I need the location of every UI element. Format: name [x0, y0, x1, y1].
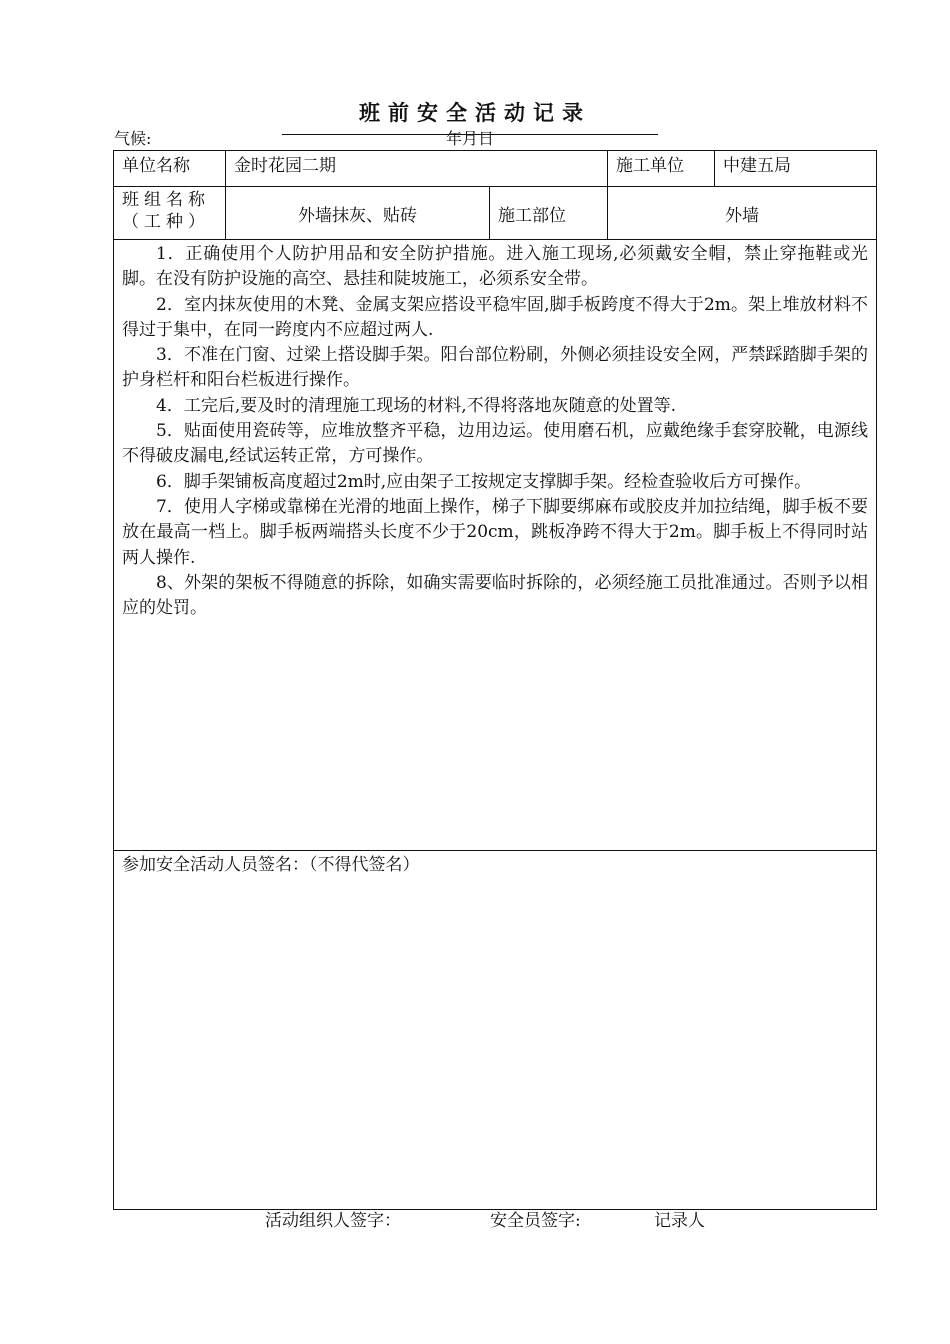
signature-label: 参加安全活动人员签名：（不得代签名） — [122, 855, 420, 875]
location-label: 施工部位 — [490, 187, 608, 240]
location-value: 外墙 — [608, 187, 877, 240]
date-line — [282, 129, 658, 148]
team-name-label: 班组名称（工种） — [114, 187, 226, 240]
content-item: 6．脚手架铺板高度超过2m时,应由架子工按规定支撑脚手架。经检查验收后方可操作。 — [156, 471, 812, 492]
weather-label: 气候: — [114, 129, 152, 148]
table-row — [114, 240, 877, 851]
organizer-signature-label: 活动组织人签字： — [265, 1211, 401, 1231]
content-item: 1．正确使用个人防护用品和安全防护措施。进入施工现场,必须戴安全帽，禁止穿拖鞋或光脚。在没有防护设施的高空、悬挂和陡坡施工，必须系安全带。 — [122, 244, 869, 290]
content-item: 4．工完后,要及时的清理施工现场的材料,不得将落地灰随意的处置等. — [156, 395, 677, 416]
content-item: 2．室内抹灰使用的木凳、金属支架应搭设平稳牢固,脚手板跨度不得大于2m。架上堆放材料不得过于集中，在同一跨度内不应超过两人. — [122, 294, 869, 340]
contractor-label: 施工单位 — [608, 151, 715, 187]
content-item: 8、外架的架板不得随意的拆除，如确实需要临时拆除的，必须经施工员批准通过。否则予以相应的处罚。 — [122, 572, 869, 619]
safety-content — [114, 240, 877, 851]
safety-record-table — [113, 150, 877, 1210]
unit-name-label: 单位名称 — [114, 151, 226, 187]
team-name-value: 外墙抹灰、贴砖 — [226, 187, 490, 240]
content-item: 3．不准在门窗、过梁上搭设脚手架。阳台部位粉刷，外侧必须挂设安全网，严禁踩踏脚手架的护身栏杆和阳台栏板进行操作。 — [122, 345, 869, 391]
signature-area[interactable] — [114, 851, 877, 1210]
contractor-value: 中建五局 — [715, 151, 877, 187]
unit-name-value: 金时花园二期 — [226, 151, 608, 187]
recorder-label: 记录人 — [654, 1211, 705, 1231]
table-row — [114, 187, 877, 240]
content-item: 5．贴面使用瓷砖等，应堆放整齐平稳，边用边运。使用磨石机，应戴绝缘手套穿胶靴，电源线不得破皮漏电,经试运转正常，方可操作。 — [122, 421, 869, 467]
table-row — [114, 151, 877, 187]
page-title: 班前安全活动记录 — [359, 100, 591, 125]
safety-officer-signature-label: 安全员签字: — [490, 1211, 581, 1231]
table-row — [114, 851, 877, 1210]
date-label: 年月日 — [445, 129, 494, 148]
content-item: 7．使用人字梯或靠梯在光滑的地面上操作，梯子下脚要绑麻布或胶皮并加拉结绳，脚手板不要放在最高一档上。脚手板两端搭头长度不少于20cm，跳板净跨不得大于2m。脚手板上不得同时站两人操作. — [122, 496, 869, 568]
